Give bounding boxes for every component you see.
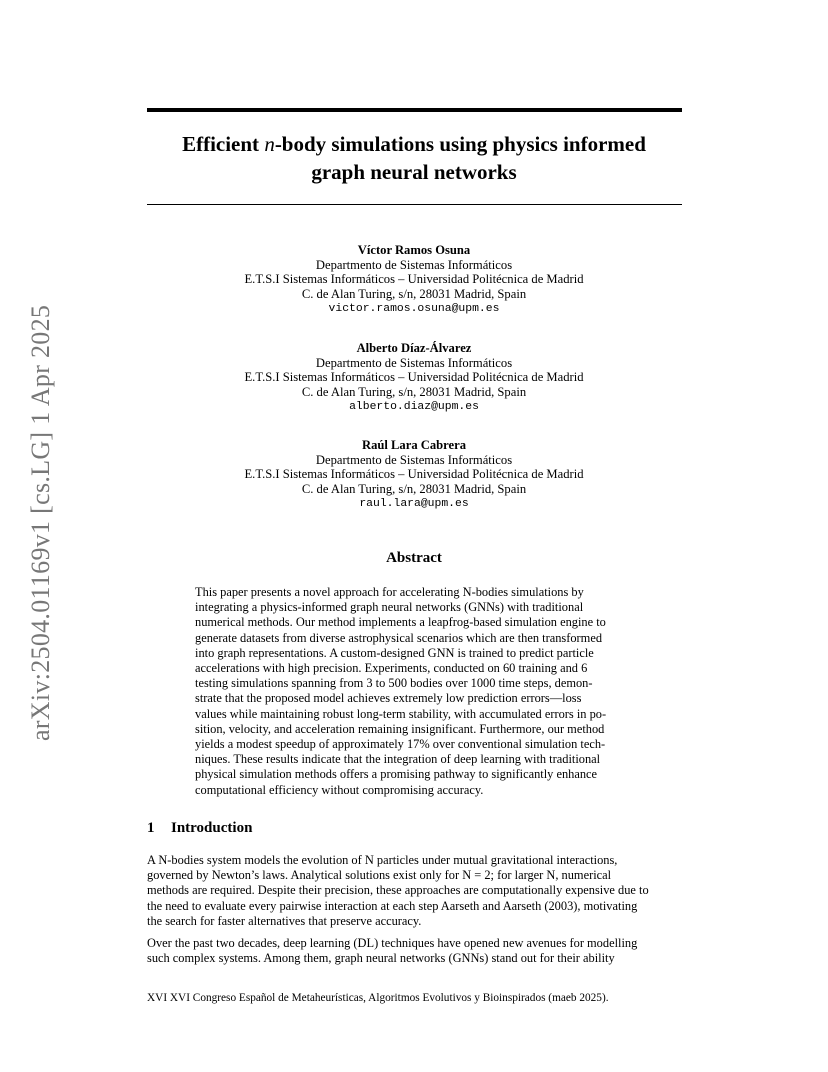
paragraph-line: such complex systems. Among them, graph neural networks (GNNs) stand out for their ability [147, 951, 615, 966]
author-name: Víctor Ramos Osuna [357, 243, 471, 257]
section-title: Introduction [171, 820, 253, 836]
paper-title: Efficient n-body simulations using physics informed graph neural networks [182, 132, 646, 184]
abstract-body [195, 585, 633, 798]
intro-paragraph [147, 936, 682, 966]
author-department: Departmento de Sistemas Informáticos [315, 257, 513, 272]
author-address: C. de Alan Turing, s/n, 28031 Madrid, Spain [301, 482, 527, 497]
conference-footer: XVI XVI Congreso Español de Metaheurísticas, Algoritmos Evolutivos y Bioinspirados (maeb 2025). [147, 992, 609, 1004]
author-email: victor.ramos.osuna@upm.es [328, 302, 500, 315]
paragraph-line: the need to evaluate every pairwise interaction at each step Aarseth and Aarseth (2003), motivating [147, 898, 638, 913]
author-school: E.T.S.I Sistemas Informáticos – Universidad Politécnica de Madrid [244, 467, 584, 482]
paragraph-line: methods are required. Despite their precision, these approaches are computationally expensive due to [147, 883, 649, 898]
abstract-line: yields a modest speedup of approximately 17% over conventional simulation tech- [195, 737, 606, 752]
section-number: 1 [147, 820, 155, 836]
abstract-line: strate that the proposed model achieves extremely low prediction errors—loss [195, 691, 582, 706]
paragraph-line: Over the past two decades, deep learning (DL) techniques have opened new avenues for modelling [147, 936, 638, 950]
author-email: raul.lara@upm.es [359, 497, 469, 510]
abstract-line: numerical methods. Our method implements a leapfrog-based simulation engine to [195, 615, 606, 630]
title-top-rule [147, 108, 682, 112]
paragraph-line: A N-bodies system models the evolution of N particles under mutual gravitational interactions, [147, 853, 618, 867]
abstract-line: accelerations with high precision. Experiments, conducted on 60 training and 6 [195, 661, 588, 676]
author-address: C. de Alan Turing, s/n, 28031 Madrid, Spain [301, 287, 527, 302]
author-department: Departmento de Sistemas Informáticos [315, 452, 513, 467]
intro-paragraph [147, 853, 682, 929]
author-email: alberto.diaz@upm.es [349, 400, 479, 413]
abstract-line: This paper presents a novel approach for accelerating N-bodies simulations by [195, 585, 584, 599]
author-address: C. de Alan Turing, s/n, 28031 Madrid, Spain [301, 385, 527, 400]
abstract-line: testing simulations spanning from 3 to 500 bodies over 1000 time steps, demon- [195, 676, 593, 691]
abstract-line: generate datasets from diverse astrophysical scenarios which are then transformed [195, 630, 603, 645]
author-department: Departmento de Sistemas Informáticos [315, 355, 513, 370]
paragraph-line: the search for faster alternatives that preserve accuracy. [147, 913, 422, 928]
title-bottom-rule [147, 204, 682, 205]
author-block [180, 341, 648, 415]
abstract-line: physical simulation methods offers a promising pathway to significantly enhance [195, 767, 598, 782]
author-name: Alberto Díaz-Álvarez [356, 341, 472, 355]
abstract-line: integrating a physics-informed graph neural networks (GNNs) with traditional [195, 600, 584, 615]
author-name: Raúl Lara Cabrera [361, 438, 466, 452]
abstract-line: values while maintaining robust long-term stability, with accumulated errors in po- [195, 706, 607, 721]
author-block [180, 243, 648, 317]
author-school: E.T.S.I Sistemas Informáticos – Universidad Politécnica de Madrid [244, 272, 584, 287]
author-block [180, 438, 648, 512]
paragraph-line: governed by Newton’s laws. Analytical solutions exist only for N = 2; for larger N, numerical [147, 868, 612, 883]
abstract-line: niques. These results indicate that the integration of deep learning with traditional [195, 752, 601, 767]
abstract-line: into graph representations. A custom-designed GNN is trained to predict particle [195, 645, 594, 660]
abstract-heading: Abstract [386, 550, 442, 566]
abstract-line: sition, velocity, and acceleration remaining insignificant. Furthermore, our method [195, 721, 605, 736]
abstract-line: computational efficiency without compromising accuracy. [195, 782, 484, 797]
section-heading-introduction [147, 820, 252, 837]
arxiv-identifier: arXiv:2504.01169v1 [cs.LG] 1 Apr 2025 [26, 304, 55, 742]
author-school: E.T.S.I Sistemas Informáticos – Universidad Politécnica de Madrid [244, 370, 584, 385]
